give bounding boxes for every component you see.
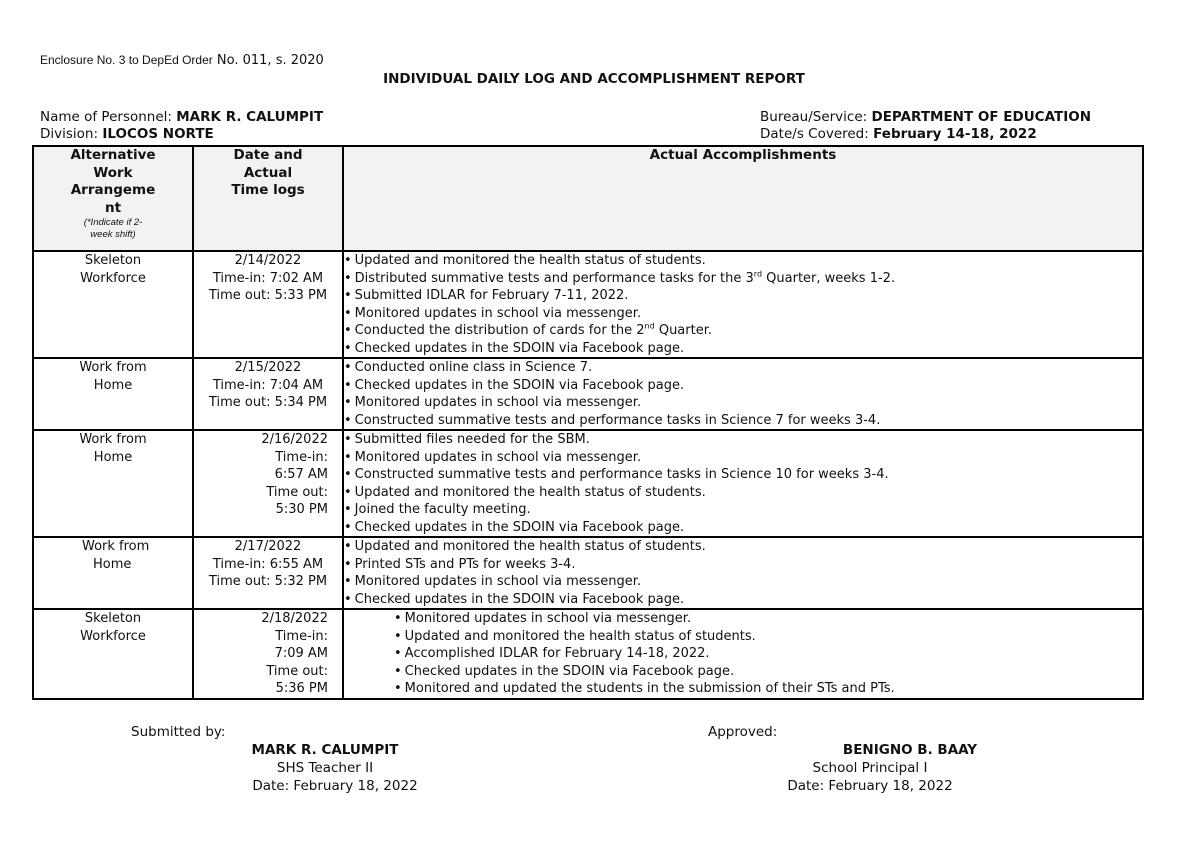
daily-log-table [32, 145, 1144, 700]
arrangement-line: Home [93, 377, 133, 393]
accomplishment-item: • Joined the faculty meeting. [344, 501, 1142, 519]
division-line [40, 126, 214, 142]
header-date-time [193, 146, 343, 251]
accomplishment-item: • Monitored updates in school via messenger. [394, 610, 1142, 628]
date-cell [193, 537, 343, 609]
arrangement-line: Workforce [80, 628, 146, 644]
date-cell [193, 251, 343, 358]
header-date-time-line: Date and [233, 147, 303, 163]
accomplishment-item: • Updated and monitored the health status of students. [394, 628, 1142, 646]
approved-label: Approved: [708, 724, 778, 740]
accomplishments-cell [343, 430, 1143, 537]
accomplishment-item: • Checked updates in the SDOIN via Facebook page. [344, 519, 1142, 537]
header-work-arrangement-line: nt [104, 199, 122, 216]
approved-name: BENIGNO B. BAAY [842, 742, 978, 758]
accomplishment-item: • Distributed summative tests and performance tasks for the 3rd Quarter, weeks 1-2. [344, 270, 1142, 288]
time-in-value: 7:09 AM [274, 646, 328, 661]
accomplishment-item: • Checked updates in the SDOIN via Facebook page. [344, 591, 1142, 609]
accomplishment-item: • Monitored updates in school via messenger. [344, 305, 1142, 323]
time-out-value: 5:30 PM [275, 502, 328, 517]
name-value: MARK R. CALUMPIT [176, 109, 324, 125]
time-out-line: Time out: 5:32 PM [208, 574, 328, 589]
table-row [33, 358, 1143, 430]
date-line: 2/15/2022 [234, 360, 302, 375]
personnel-name-line [40, 109, 323, 125]
name-label: Name of Personnel: [40, 109, 172, 125]
time-out-line: Time out: 5:34 PM [208, 395, 328, 410]
time-out-label: Time out: [266, 663, 328, 679]
table-header-row [33, 146, 1143, 251]
accomplishment-item: • Printed STs and PTs for weeks 3-4. [344, 556, 1142, 574]
enclosure-prefix: Enclosure No. 3 to DepEd Order [40, 53, 213, 67]
accomplishments-cell [343, 537, 1143, 609]
arrangement-cell [33, 430, 193, 537]
time-in-line: Time-in: 7:02 AM [212, 270, 324, 286]
arrangement-cell [33, 251, 193, 358]
table-row [33, 251, 1143, 358]
date-cell [193, 609, 343, 699]
accomplishment-item: • Monitored updates in school via messenger. [344, 449, 1142, 467]
header-work-arrangement [33, 146, 193, 251]
date-line: 2/16/2022 [261, 432, 328, 447]
arrangement-line: Workforce [80, 270, 146, 286]
accomplishment-item: • Submitted IDLAR for February 7-11, 2022. [344, 287, 1142, 305]
bureau-line [760, 109, 1091, 125]
arrangement-cell [33, 358, 193, 430]
accomplishment-item: • Updated and monitored the health status of students. [344, 484, 1142, 502]
arrangement-cell [33, 537, 193, 609]
bureau-value: DEPARTMENT OF EDUCATION [871, 109, 1091, 125]
dates-value: February 14-18, 2022 [873, 126, 1037, 142]
time-in-label: Time-in: [275, 449, 328, 465]
dates-covered-line [760, 126, 1037, 142]
report-title: INDIVIDUAL DAILY LOG AND ACCOMPLISHMENT REPORT [383, 71, 805, 87]
enclosure-suffix: No. 011, s. 2020 [216, 53, 324, 68]
enclosure-note [40, 53, 324, 68]
accomplishment-item: • Monitored updates in school via messenger. [344, 394, 1142, 412]
header-work-arrangement-line: Arrangeme [70, 182, 156, 198]
date-line: 2/18/2022 [261, 611, 328, 626]
header-note-line: week shift) [90, 229, 136, 240]
time-in-label: Time-in: [275, 628, 328, 644]
approved-position: School Principal I [812, 760, 928, 776]
submitted-date: Date: February 18, 2022 [252, 778, 418, 794]
division-label: Division: [40, 126, 99, 142]
accomplishment-item: • Submitted files needed for the SBM. [344, 431, 1142, 449]
date-line: 2/14/2022 [234, 253, 302, 268]
header-date-time-line: Actual [243, 164, 293, 181]
header-accomplishments: Actual Accomplishments [343, 146, 1143, 251]
division-value: ILOCOS NORTE [102, 126, 214, 142]
time-out-line: Time out: 5:33 PM [208, 288, 328, 303]
accomplishments-cell [343, 251, 1143, 358]
date-cell [193, 358, 343, 430]
header-date-time-line: Time logs [231, 182, 305, 198]
arrangement-cell [33, 609, 193, 699]
table-row [33, 430, 1143, 537]
arrangement-line: Work from [79, 432, 147, 447]
accomplishment-item: • Checked updates in the SDOIN via Facebook page. [344, 377, 1142, 395]
dates-label: Date/s Covered: [760, 126, 869, 142]
time-in-line: Time-in: 6:55 AM [212, 556, 324, 572]
accomplishment-item: • Conducted the distribution of cards for the 2nd Quarter. [344, 322, 1142, 340]
submitted-by-label: Submitted by: [131, 724, 226, 740]
submitted-name: MARK R. CALUMPIT [251, 742, 399, 758]
header-note-line: (*Indicate if 2- [83, 217, 143, 228]
date-cell [193, 430, 343, 537]
table-row [33, 537, 1143, 609]
arrangement-line: Skeleton [84, 253, 142, 268]
header-work-arrangement-line: Work [93, 164, 133, 181]
accomplishments-cell [343, 609, 1143, 699]
accomplishment-item: • Checked updates in the SDOIN via Facebook page. [394, 663, 1142, 681]
accomplishments-cell [343, 358, 1143, 430]
accomplishment-item: • Monitored updates in school via messenger. [344, 573, 1142, 591]
approved-date: Date: February 18, 2022 [787, 778, 953, 794]
accomplishment-item: • Conducted online class in Science 7. [344, 359, 1142, 377]
bureau-label: Bureau/Service: [760, 109, 868, 125]
arrangement-line: Work from [82, 539, 150, 554]
accomplishment-item: • Updated and monitored the health status of students. [344, 252, 1142, 270]
header-work-arrangement-line: Alternative [70, 147, 156, 163]
arrangement-line: Home [93, 556, 132, 572]
time-in-value: 6:57 AM [274, 467, 328, 482]
accomplishment-item: • Updated and monitored the health status of students. [344, 538, 1142, 556]
time-in-line: Time-in: 7:04 AM [212, 377, 324, 393]
accomplishment-item: • Checked updates in the SDOIN via Facebook page. [344, 340, 1142, 358]
arrangement-line: Work from [79, 360, 147, 375]
submitted-position: SHS Teacher II [276, 760, 374, 776]
accomplishment-item: • Accomplished IDLAR for February 14-18, 2022. [394, 645, 1142, 663]
accomplishment-item: • Monitored and updated the students in the submission of their STs and PTs. [394, 680, 1142, 698]
accomplishment-item: • Constructed summative tests and performance tasks in Science 7 for weeks 3-4. [344, 412, 1142, 430]
table-row [33, 609, 1143, 699]
date-line: 2/17/2022 [234, 539, 302, 554]
time-out-value: 5:36 PM [275, 681, 328, 696]
accomplishment-item: • Constructed summative tests and performance tasks in Science 10 for weeks 3-4. [344, 466, 1142, 484]
arrangement-line: Home [93, 449, 133, 465]
time-out-label: Time out: [266, 484, 328, 500]
arrangement-line: Skeleton [84, 611, 142, 626]
